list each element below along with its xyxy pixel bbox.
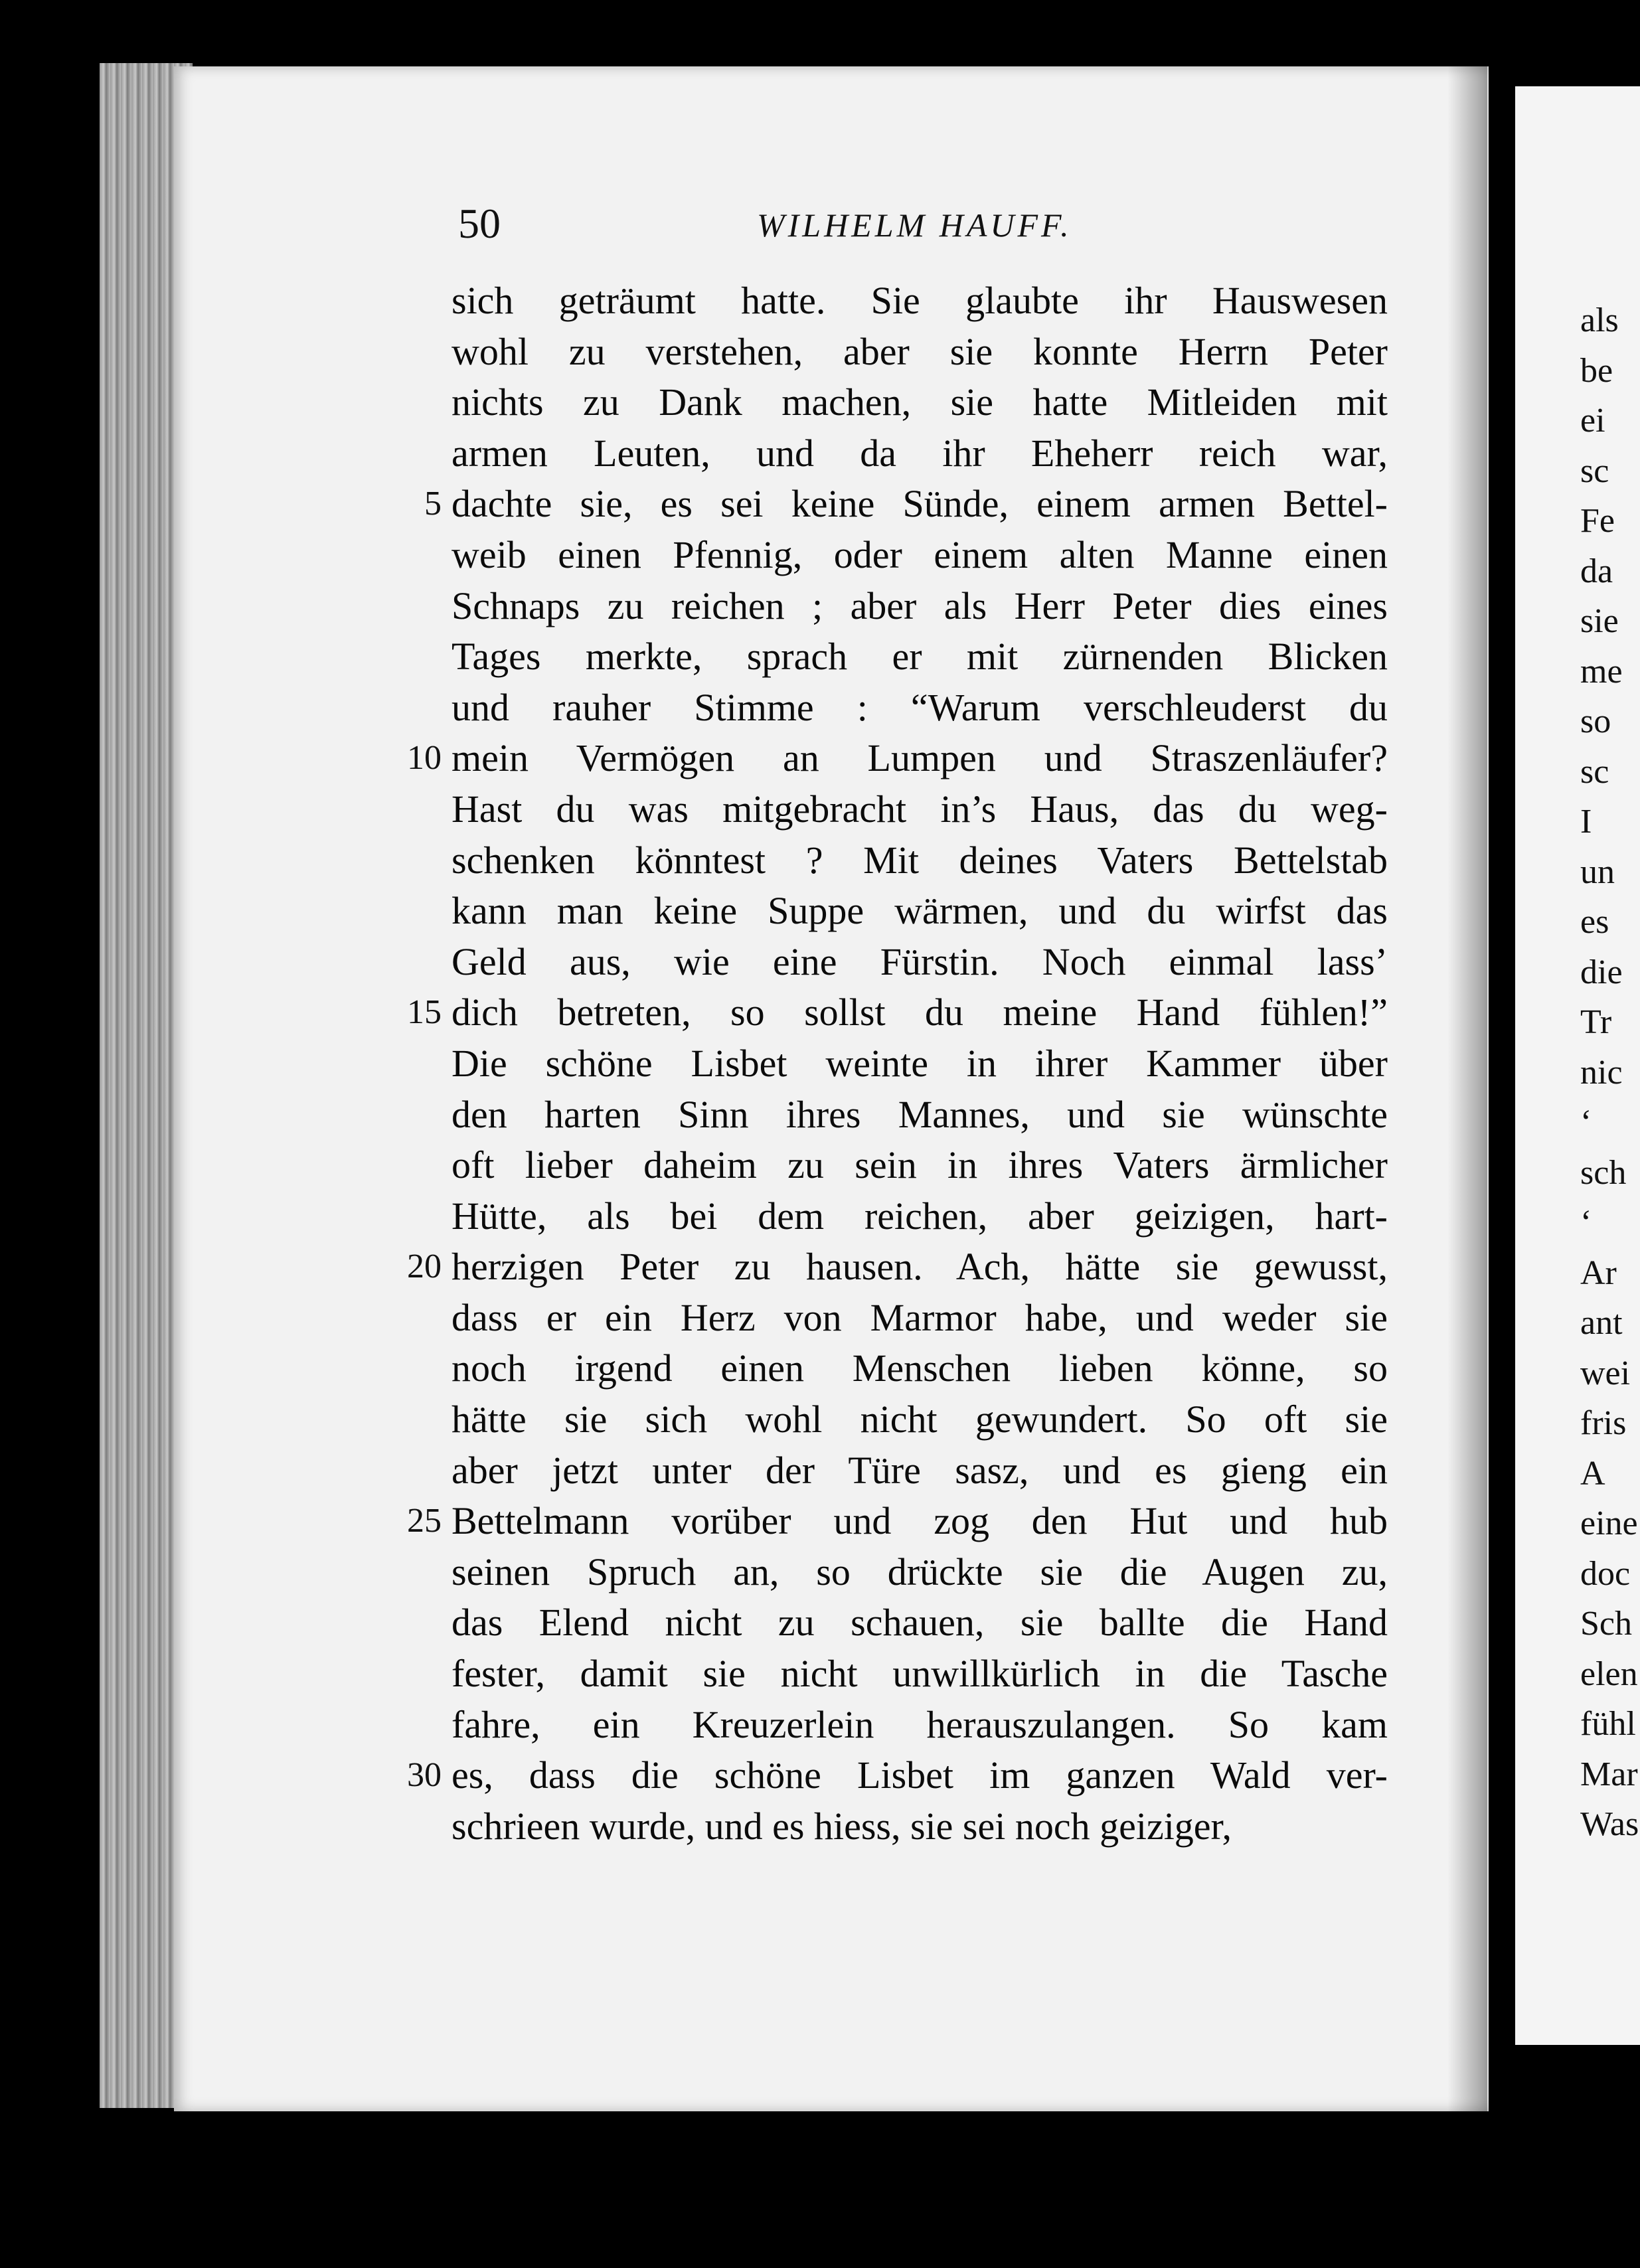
text-line bbox=[385, 377, 1388, 428]
line-number: 10 bbox=[407, 739, 442, 777]
facing-page-line: nic bbox=[1580, 1053, 1623, 1092]
text-line bbox=[385, 1750, 1388, 1801]
facing-page-line: Ar bbox=[1580, 1254, 1617, 1292]
facing-page-line: elen bbox=[1580, 1655, 1638, 1693]
line-text: sich geträumt hatte. Sie glaubte ihr Hauswesen bbox=[451, 279, 1388, 322]
line-text: seinen Spruch an, so drückte sie die Augen zu, bbox=[451, 1550, 1388, 1593]
facing-page-line: sie bbox=[1580, 602, 1619, 640]
line-text: es, dass die schöne Lisbet im ganzen Wald ver- bbox=[451, 1753, 1388, 1797]
facing-page-line: fris bbox=[1580, 1404, 1627, 1442]
text-line bbox=[385, 428, 1388, 479]
text-line bbox=[385, 886, 1388, 937]
text-line bbox=[385, 987, 1388, 1038]
facing-page-line: sc bbox=[1580, 752, 1609, 791]
text-line bbox=[385, 1293, 1388, 1344]
line-text: fester, damit sie nicht unwillkürlich in die Tasche bbox=[451, 1652, 1388, 1696]
text-line bbox=[385, 733, 1388, 784]
facing-page-line: da bbox=[1580, 552, 1613, 590]
page-number: 50 bbox=[458, 200, 501, 247]
line-text: armen Leuten, und da ihr Eheherr reich war, bbox=[451, 431, 1388, 475]
line-text: dachte sie, es sei keine Sünde, einem armen Bettel- bbox=[451, 482, 1388, 526]
text-line bbox=[385, 276, 1388, 327]
line-text: oft lieber daheim zu sein in ihres Vaters ärmlicher bbox=[451, 1143, 1388, 1187]
gutter-shadow bbox=[1447, 66, 1487, 2111]
facing-page-line: fühl bbox=[1580, 1705, 1636, 1743]
facing-page-line: Fe bbox=[1580, 502, 1615, 540]
facing-page-line: me bbox=[1580, 652, 1623, 690]
text-line bbox=[385, 327, 1388, 378]
line-number: 20 bbox=[407, 1248, 442, 1286]
line-text: hätte sie sich wohl nicht gewundert. So oft sie bbox=[451, 1398, 1388, 1441]
facing-page-line: Mar bbox=[1580, 1755, 1638, 1793]
text-line bbox=[385, 1191, 1388, 1242]
facing-page-line: doc bbox=[1580, 1554, 1631, 1593]
text-line bbox=[385, 479, 1388, 530]
text-line bbox=[385, 1547, 1388, 1598]
line-text: aber jetzt unter der Türe sasz, und es gieng ein bbox=[451, 1448, 1388, 1492]
line-text: Hütte, als bei dem reichen, aber geizigen, hart- bbox=[451, 1194, 1388, 1238]
line-text: weib einen Pfennig, oder einem alten Manne einen bbox=[451, 532, 1388, 576]
facing-page-line: ei bbox=[1580, 402, 1605, 440]
facing-page-line: Tr bbox=[1580, 1003, 1612, 1041]
text-line bbox=[385, 835, 1388, 886]
facing-page-line: sch bbox=[1580, 1153, 1627, 1192]
line-number: 25 bbox=[407, 1502, 442, 1540]
line-text: dich betreten, so sollst du meine Hand fühlen!” bbox=[451, 991, 1388, 1034]
facing-page-line: es bbox=[1580, 903, 1609, 941]
facing-page-line: so bbox=[1580, 702, 1611, 740]
text-line bbox=[385, 937, 1388, 988]
text-line bbox=[385, 1597, 1388, 1649]
text-line bbox=[385, 1700, 1388, 1751]
line-text: fahre, ein Kreuzerlein herauszulangen. So kam bbox=[451, 1702, 1388, 1746]
facing-page-line: als bbox=[1580, 301, 1619, 339]
running-title: WILHELM HAUFF. bbox=[757, 206, 1072, 244]
facing-page-line: eine bbox=[1580, 1504, 1638, 1542]
line-text: Hast du was mitgebracht in’s Haus, das du weg- bbox=[451, 787, 1388, 831]
facing-page-line: ‘ bbox=[1580, 1204, 1592, 1242]
facing-page-line: Sch bbox=[1580, 1605, 1632, 1643]
text-line bbox=[385, 530, 1388, 581]
facing-page-line: wei bbox=[1580, 1354, 1631, 1392]
text-line bbox=[385, 581, 1388, 632]
line-number: 30 bbox=[407, 1756, 442, 1795]
line-text: dass er ein Herz von Marmor habe, und weder sie bbox=[451, 1295, 1388, 1339]
line-text: noch irgend einen Menschen lieben könne, so bbox=[451, 1346, 1388, 1390]
facing-page-line: be bbox=[1580, 351, 1613, 390]
text-line bbox=[385, 1140, 1388, 1191]
text-line bbox=[385, 631, 1388, 683]
text-line bbox=[385, 1242, 1388, 1293]
text-line bbox=[385, 784, 1388, 835]
line-text: kann man keine Suppe wärmen, und du wirfst das bbox=[451, 889, 1388, 933]
line-text: schenken könntest ? Mit deines Vaters Bettelstab bbox=[451, 838, 1388, 882]
running-head bbox=[458, 199, 1388, 252]
text-line bbox=[385, 683, 1388, 734]
text-line bbox=[385, 1090, 1388, 1141]
line-text: nichts zu Dank machen, sie hatte Mitleiden mit bbox=[451, 380, 1388, 424]
text-line bbox=[385, 1649, 1388, 1700]
line-text: mein Vermögen an Lumpen und Straszenläufer? bbox=[451, 736, 1388, 780]
facing-page-line: un bbox=[1580, 852, 1615, 891]
facing-page-line: ‘ bbox=[1580, 1103, 1592, 1141]
facing-page-text bbox=[1580, 295, 1640, 1850]
line-text: wohl zu verstehen, aber sie konnte Herrn Peter bbox=[451, 329, 1388, 373]
facing-page-line: I bbox=[1580, 803, 1592, 841]
line-text: Die schöne Lisbet weinte in ihrer Kammer über bbox=[451, 1041, 1388, 1085]
text-line bbox=[385, 1445, 1388, 1497]
facing-page-line: die bbox=[1580, 953, 1623, 991]
body-text bbox=[385, 276, 1388, 1852]
line-text: schrieen wurde, und es hiess, sie sei noch geiziger, bbox=[451, 1804, 1232, 1848]
line-text: Bettelmann vorüber und zog den Hut und hub bbox=[451, 1499, 1388, 1543]
text-line bbox=[385, 1496, 1388, 1547]
facing-page-line: A bbox=[1580, 1454, 1605, 1493]
text-line bbox=[385, 1343, 1388, 1394]
facing-page-line: ant bbox=[1580, 1304, 1623, 1342]
line-text: herzigen Peter zu hausen. Ach, hätte sie gewusst, bbox=[451, 1245, 1388, 1289]
text-line bbox=[385, 1801, 1388, 1852]
line-text: den harten Sinn ihres Mannes, und sie wünschte bbox=[451, 1092, 1388, 1136]
text-line bbox=[385, 1038, 1388, 1090]
line-number: 5 bbox=[424, 485, 442, 523]
line-text: Tages merkte, sprach er mit zürnenden Blicken bbox=[451, 635, 1388, 679]
line-text: das Elend nicht zu schauen, sie ballte die Hand bbox=[451, 1601, 1388, 1645]
facing-page-line: Was bbox=[1580, 1805, 1639, 1843]
text-line bbox=[385, 1394, 1388, 1445]
line-text: Schnaps zu reichen ; aber als Herr Peter dies eines bbox=[451, 584, 1388, 627]
line-text: und rauher Stimme : “Warum verschleuderst du bbox=[451, 685, 1388, 729]
line-text: Geld aus, wie eine Fürstin. Noch einmal lass’ bbox=[451, 939, 1388, 983]
line-number: 15 bbox=[407, 993, 442, 1032]
facing-page-line: sc bbox=[1580, 451, 1609, 490]
